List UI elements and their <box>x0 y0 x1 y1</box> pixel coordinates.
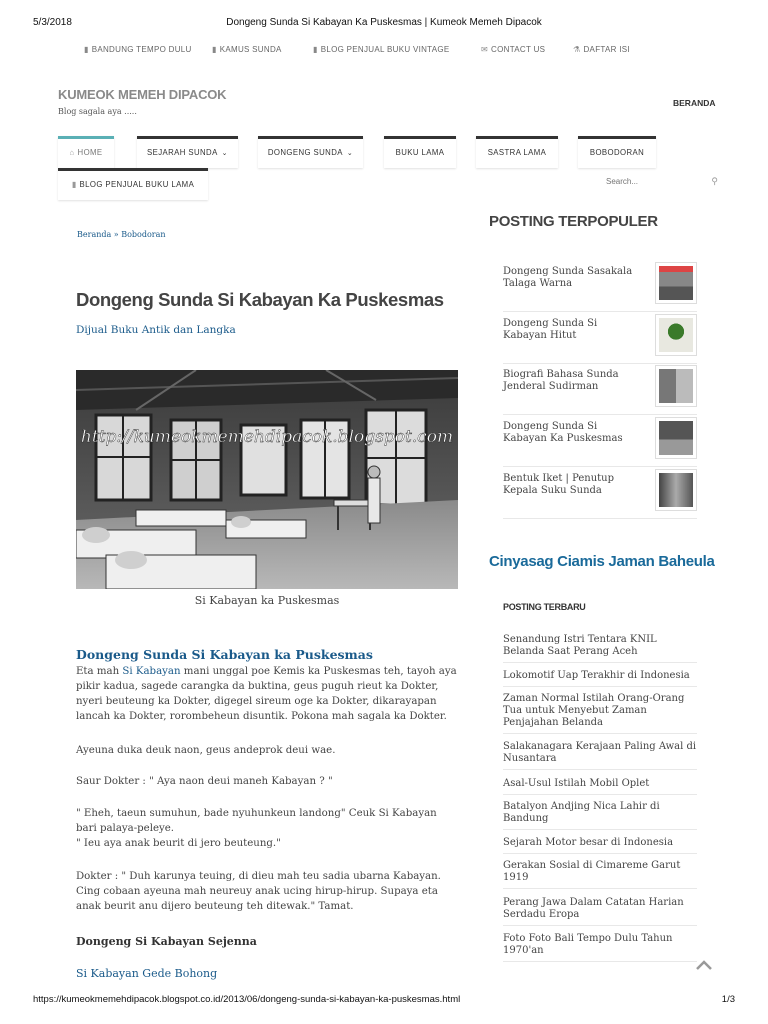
image-watermark: http://kumeokmemehdipacok.blogspot.com <box>80 427 454 447</box>
chevron-up-icon <box>694 957 714 973</box>
topnav-label: BANDUNG TEMPO DULU <box>91 45 192 54</box>
sitemap-icon: ⚗ <box>573 45 581 54</box>
section-heading[interactable]: Dongeng Sunda Si Kabayan ka Puskesmas <box>76 647 373 662</box>
popular-item[interactable] <box>503 421 697 467</box>
menu-label: HOME <box>77 148 103 157</box>
recent-post-link[interactable]: Batalyon Andjing Nica Lahir di Bandung <box>503 801 697 830</box>
recent-post-link[interactable]: Zaman Normal Istilah Orang-Orang Tua untuk Menyebut Zaman Penjajahan Belanda <box>503 693 697 734</box>
envelope-icon: ✉ <box>481 45 489 54</box>
post-image <box>76 370 458 589</box>
related-link[interactable]: Si Kabayan Gede Bohong <box>76 967 218 980</box>
paragraph-1 <box>76 664 458 724</box>
print-url: https://kumeokmemehdipacok.blogspot.co.id/2013/06/dongeng-sunda-si-kabayan-ka-puskesmas.html <box>33 994 461 1005</box>
site-title[interactable]: KUMEOK MEMEH DIPACOK <box>58 87 227 102</box>
popular-item[interactable] <box>503 473 697 519</box>
chevron-down-icon: ⌄ <box>221 150 228 157</box>
feature-heading[interactable]: Cinyasag Ciamis Jaman Baheula <box>489 553 715 570</box>
beranda-link[interactable]: BERANDA <box>673 98 716 108</box>
breadcrumb <box>77 230 166 239</box>
paragraph-text: mani unggal poe Kemis ka Puskesmas teh, tayoh aya pikir kadua, sagede carangka da buktina, geus puguh rieut ka Dokter, nyeri beuteung ka Dokter, digegel sireum oge ka Dokter, dikarayapan lancah ka Dokter, rorombeheun disuntik. Pokona mah sagala ka Dokter. <box>76 666 457 722</box>
breadcrumb-home[interactable]: Beranda <box>77 230 112 239</box>
recent-post-link[interactable]: Foto Foto Bali Tempo Dulu Tahun 1970'an <box>503 933 697 962</box>
paragraph-5: Dokter : " Duh karunya teuing, di dieu mah teu sadia ubarna Kabayan. Cing cobaan ayeuna mah neureuy anak ucing hirup-hirup. Supaya eta anak beurit anu dijero beuteung teh ditewak." Tamat. <box>76 871 441 912</box>
menu-home[interactable] <box>58 136 114 168</box>
topnav-contact-us[interactable] <box>481 45 545 54</box>
popular-item[interactable] <box>503 369 697 415</box>
popular-item-title: Dongeng Sunda Si Kabayan Hitut <box>503 318 598 341</box>
topnav-bandung-tempo-dulu[interactable] <box>84 45 192 54</box>
paragraph-text: " Eheh, taeun sumuhun, bade nyuhunkeun landong" Ceuk Si Kabayan bari palaya-peleye. <box>76 808 437 834</box>
print-page-number: 1/3 <box>721 994 735 1005</box>
popular-thumbnail <box>655 417 697 459</box>
popular-item[interactable] <box>503 318 697 364</box>
topnav-label: BLOG PENJUAL BUKU VINTAGE <box>320 45 450 54</box>
topnav-daftar-isi[interactable] <box>573 45 630 54</box>
paragraph-text: Eta mah <box>76 666 123 677</box>
recent-heading: POSTING TERBARU <box>503 602 586 612</box>
recent-post-link[interactable]: Sejarah Motor besar di Indonesia <box>503 837 697 854</box>
recent-post-link[interactable]: Salakanagara Kerajaan Paling Awal di Nusantara <box>503 741 697 770</box>
topnav-blog-penjual-buku-vintage[interactable] <box>313 45 450 54</box>
popular-thumbnail <box>655 365 697 407</box>
topnav-label: CONTACT US <box>491 45 546 54</box>
print-doc-title: Dongeng Sunda Si Kabayan Ka Puskesmas | Kumeok Memeh Dipacok <box>226 17 542 28</box>
paragraph-4 <box>76 806 458 851</box>
menu-sastra-lama[interactable] <box>476 136 558 168</box>
search-box <box>604 172 720 194</box>
book-icon: ▮ <box>84 45 89 54</box>
topnav-label: KAMUS SUNDA <box>219 45 282 54</box>
paragraph-3: Saur Dokter : " Aya naon deui maneh Kabayan ? " <box>76 776 333 787</box>
menu-sejarah-sunda[interactable] <box>137 136 238 168</box>
popular-item[interactable] <box>503 266 697 312</box>
book-icon: ▮ <box>313 45 318 54</box>
recent-post-link[interactable]: Asal-Usul Istilah Mobil Oplet <box>503 778 697 795</box>
menu-label: BOBODORAN <box>589 148 645 157</box>
breadcrumb-current[interactable]: Bobodoran <box>121 230 166 239</box>
related-heading: Dongeng Si Kabayan Sejenna <box>76 935 257 948</box>
print-footer <box>0 994 768 1008</box>
popular-thumbnail <box>655 469 697 511</box>
site-description: Blog sagala aya ..... <box>58 107 137 116</box>
top-navigation <box>58 45 718 59</box>
popular-item-title: Dongeng Sunda Sasakala Talaga Warna <box>503 266 633 289</box>
popular-heading: POSTING TERPOPULER <box>489 213 658 230</box>
book-icon: ▮ <box>212 45 217 54</box>
popular-thumbnail <box>655 262 697 304</box>
popular-item-title: Biografi Bahasa Sunda Jenderal Sudirman <box>503 369 619 392</box>
paragraph-text: " Ieu aya anak beurit di jero beuteung." <box>76 838 281 849</box>
image-caption: Si Kabayan ka Puskesmas <box>194 594 340 607</box>
menu-blog-penjual-buku-lama[interactable] <box>58 168 208 200</box>
menu-dongeng-sunda[interactable] <box>258 136 363 168</box>
menu-label: BLOG PENJUAL BUKU LAMA <box>79 180 195 189</box>
print-date: 5/3/2018 <box>33 17 72 28</box>
post-top-link[interactable]: Dijual Buku Antik dan Langka <box>76 324 236 336</box>
topnav-kamus-sunda[interactable] <box>212 45 282 54</box>
menu-label: SEJARAH SUNDA <box>147 148 218 157</box>
breadcrumb-separator: » <box>111 230 122 239</box>
recent-post-link[interactable]: Senandung Istri Tentara KNIL Belanda Saat Perang Aceh <box>503 634 697 663</box>
recent-post-link[interactable]: Perang Jawa Dalam Catatan Harian Serdadu Eropa <box>503 897 697 926</box>
menu-label: SASTRA LAMA <box>487 148 547 157</box>
popular-item-title: Bentuk Iket | Penutup Kepala Suku Sunda <box>503 473 615 496</box>
post-title: Dongeng Sunda Si Kabayan Ka Puskesmas <box>76 289 444 310</box>
popular-thumbnail <box>655 314 697 356</box>
search-icon[interactable]: ⚲ <box>711 176 718 186</box>
scroll-to-top-button[interactable] <box>694 957 714 973</box>
topnav-label: DAFTAR ISI <box>583 45 630 54</box>
menu-label: DONGENG SUNDA <box>267 148 343 157</box>
search-input[interactable] <box>606 177 696 186</box>
recent-post-link[interactable]: Lokomotif Uap Terakhir di Indonesia <box>503 670 697 687</box>
paragraph-2: Ayeuna duka deuk naon, geus andeprok deui wae. <box>76 745 336 756</box>
menu-buku-lama[interactable] <box>384 136 456 168</box>
popular-item-title: Dongeng Sunda Si Kabayan Ka Puskesmas <box>503 421 623 444</box>
menu-bobodoran[interactable] <box>578 136 656 168</box>
recent-post-link[interactable]: Gerakan Sosial di Cimareme Garut 1919 <box>503 860 697 889</box>
home-icon: ⌂ <box>69 148 75 157</box>
menu-label: BUKU LAMA <box>395 148 445 157</box>
print-header <box>0 17 768 31</box>
si-kabayan-link[interactable]: Si Kabayan <box>122 666 181 677</box>
hospital-ward-illustration <box>76 370 458 589</box>
chevron-down-icon: ⌄ <box>346 150 354 157</box>
book-icon: ▮ <box>71 180 77 189</box>
